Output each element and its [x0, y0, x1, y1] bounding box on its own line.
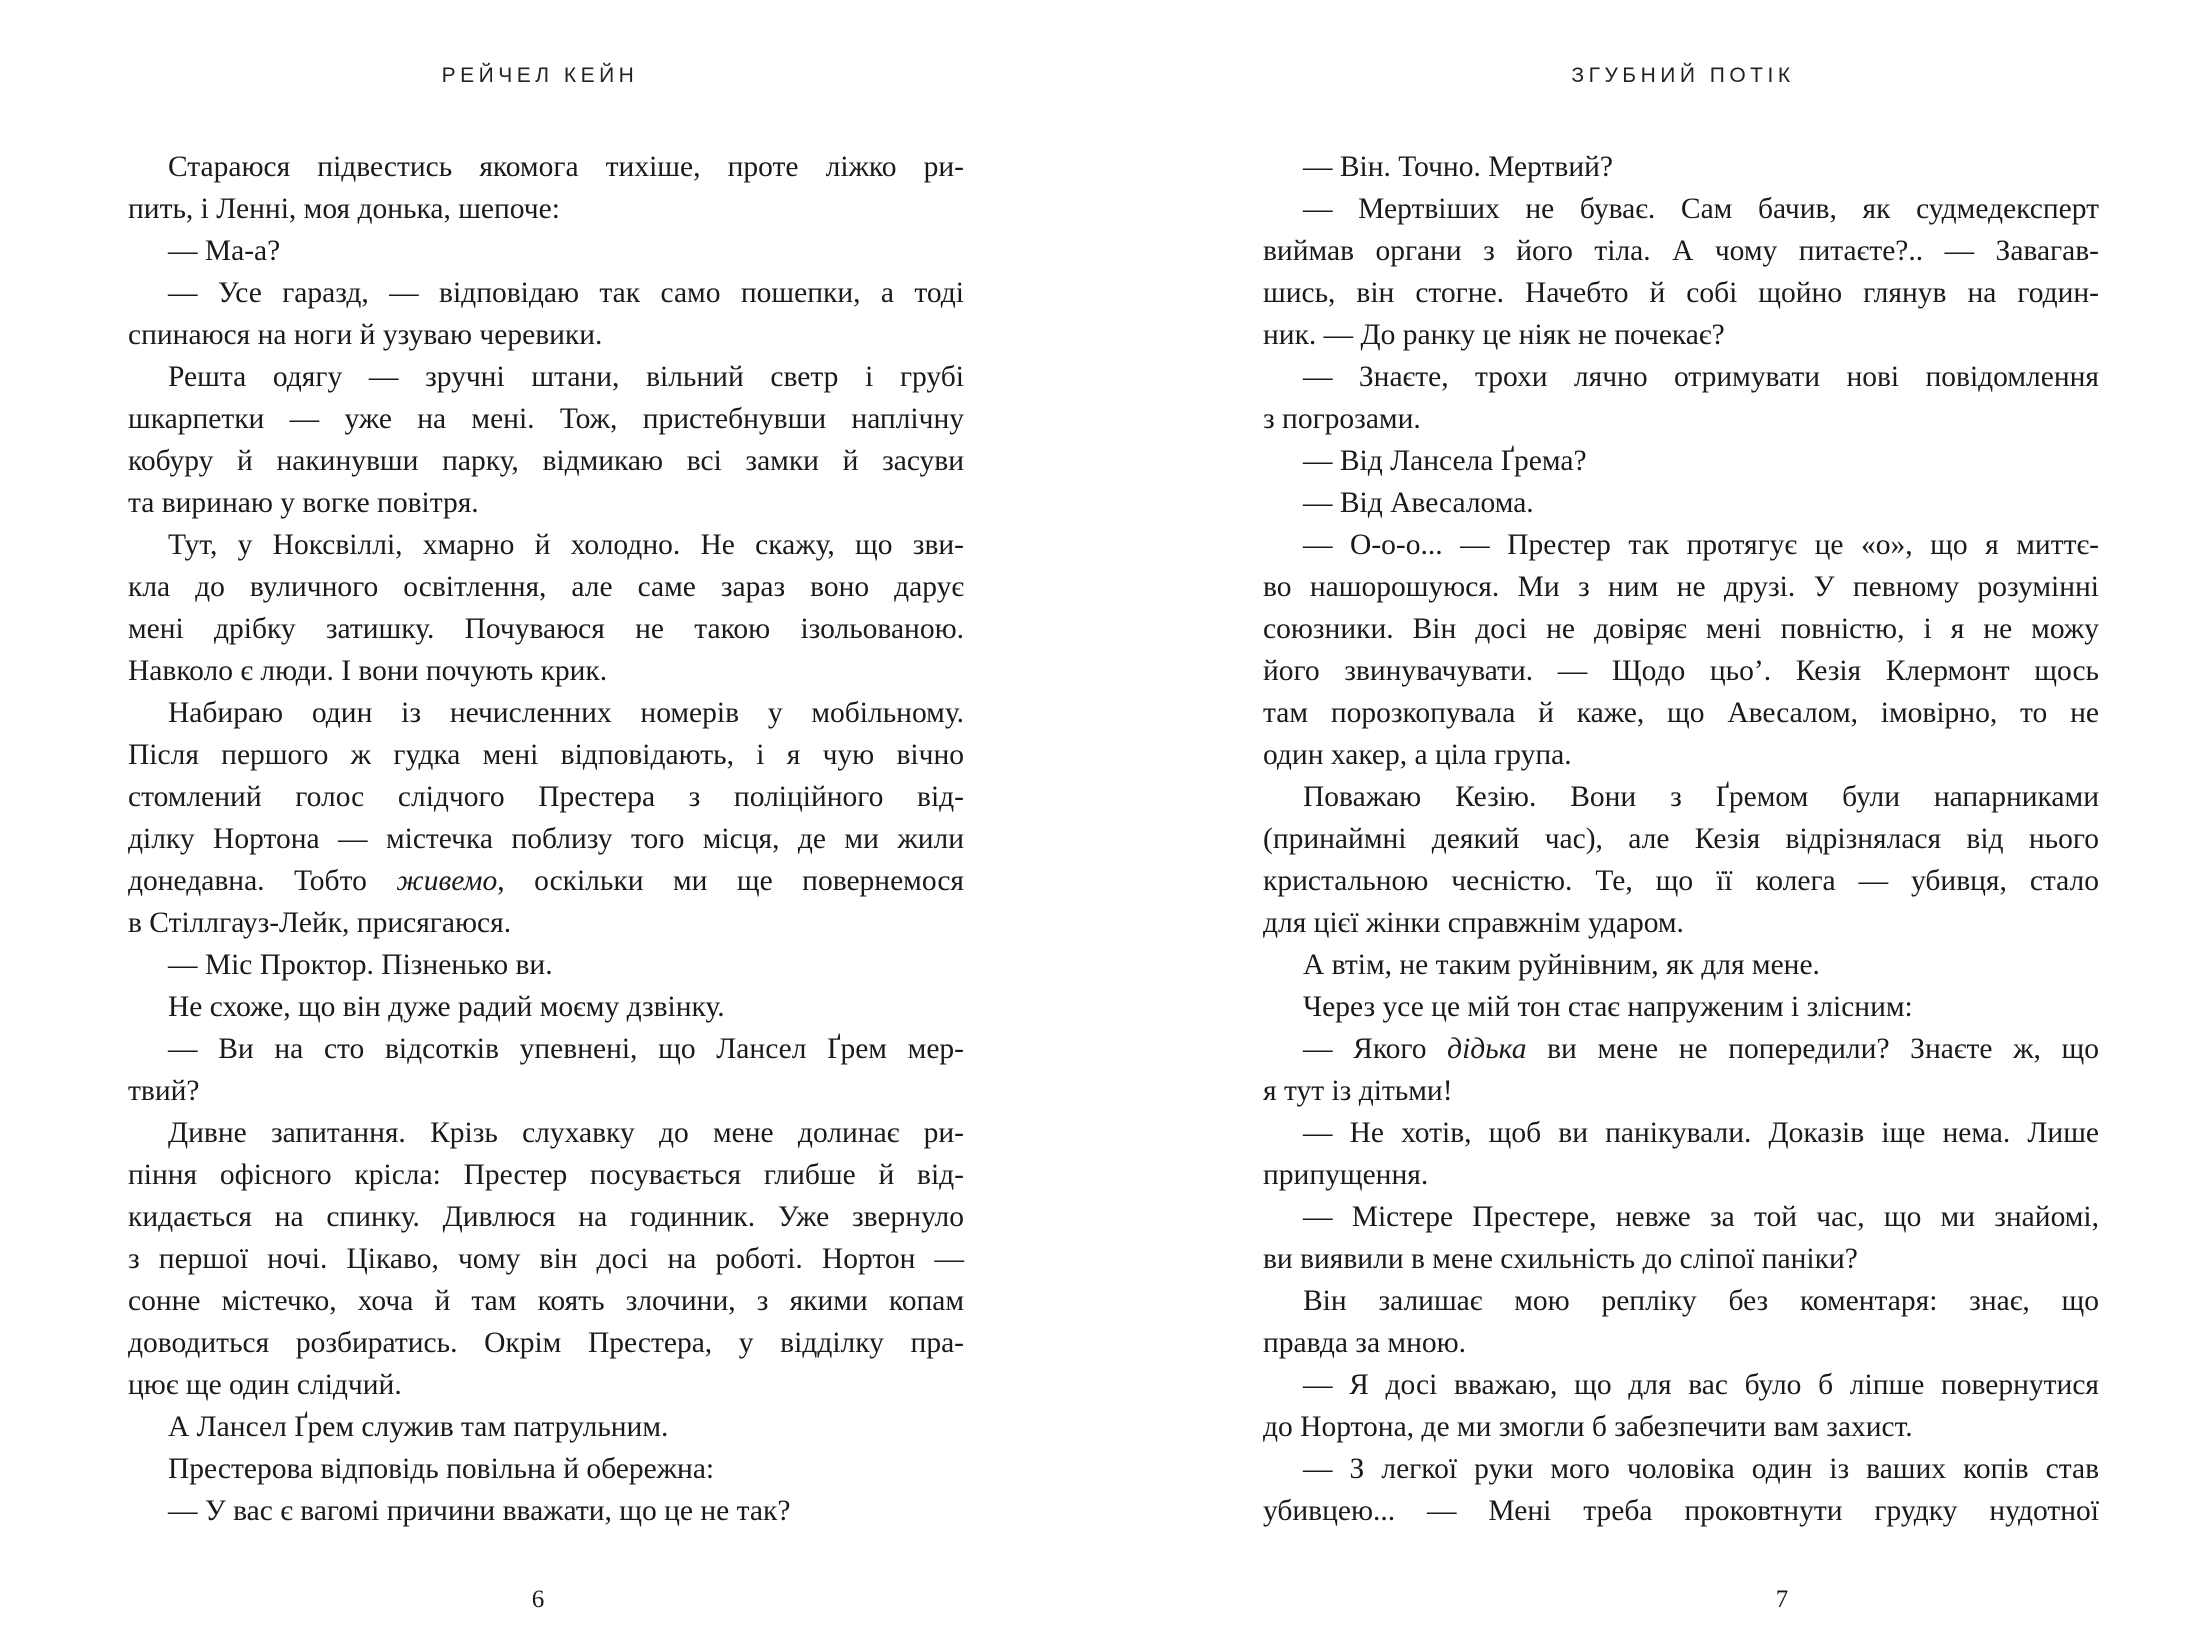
paragraph — [128, 230, 964, 272]
text-line: Після першого ж гудка мені відповідають, і я чую вічно — [128, 739, 964, 771]
paragraph — [1263, 146, 2099, 188]
page-number: 6 — [531, 1586, 545, 1613]
paragraph — [128, 146, 964, 230]
body-text — [128, 146, 964, 1532]
paragraph — [1263, 356, 2099, 440]
text-line: виймав органи з його тіла. А чому питаєте?.. — Завагав- — [1263, 235, 2099, 267]
text-line: його звинувачувати. — Щодо цьо’. Кезія Клермонт щось — [1263, 655, 2099, 687]
page-number: 7 — [1775, 1586, 1789, 1613]
text-line: — Знаєте, трохи лячно отримувати нові повідомлення — [1303, 361, 2099, 393]
text-line: до Нортона, де ми змогли б забезпечити вам захист. — [1263, 1411, 1913, 1443]
paragraph — [1263, 944, 2099, 986]
text-line: Через усе це мій тон стає напруженим і злісним: — [1303, 991, 1913, 1023]
text-line: — Містере Престере, невже за той час, що ми знайомі, — [1303, 1201, 2099, 1233]
text-line — [128, 860, 964, 902]
text-line: твий? — [128, 1075, 200, 1107]
text-run: ви мене не попередили? Знаєте ж, що — [1526, 1033, 2099, 1065]
text-line: — О-о-о... — Престер так протягує це «о», що я миттє- — [1303, 529, 2099, 561]
text-line: стомлений голос слідчого Престера з поліційного від- — [128, 781, 964, 813]
text-line: Набираю один із нечисленних номерів у мобільному. — [168, 697, 964, 729]
paragraph — [128, 692, 964, 944]
text-line: пить, і Ленні, моя донька, шепоче: — [128, 193, 560, 225]
text-line: союзники. Він досі не довіряє мені повністю, і я не можу — [1263, 613, 2099, 645]
paragraph — [128, 944, 964, 986]
text-line: Навколо є люди. І вони почують крик. — [128, 655, 608, 687]
text-line: А втім, не таким руйнівним, як для мене. — [1303, 949, 1820, 981]
paragraph — [1263, 1280, 2099, 1364]
text-line: в Стіллгауз-Лейк, присягаюся. — [128, 907, 512, 939]
text-line: шись, він стогне. Начебто й собі щойно глянув на годин- — [1263, 277, 2099, 309]
text-line: спинаюся на ноги й узуваю черевики. — [128, 319, 603, 351]
text-line: доводиться розбиратись. Окрім Престера, у відділку пра- — [128, 1327, 964, 1359]
text-line: — Ма-а? — [168, 235, 281, 267]
text-run: донедавна. Тобто — [128, 865, 397, 897]
text-line: Поважаю Кезію. Вони з Ґремом були напарниками — [1303, 781, 2099, 813]
text-line: піння офісного крісла: Престер посувається глибше й від- — [128, 1159, 964, 1191]
text-line: кла до вуличного освітлення, але саме зараз воно дарує — [128, 571, 964, 603]
paragraph — [128, 1028, 964, 1112]
text-line: Тут, у Ноксвіллі, хмарно й холодно. Не скажу, що зви- — [168, 529, 964, 561]
text-line: убивцею... — Мені треба проковтнути грудку нудотної — [1263, 1495, 2099, 1527]
paragraph — [1263, 1448, 2099, 1532]
text-line: — Мертвіших не буває. Сам бачив, як судмедексперт — [1303, 193, 2099, 225]
body-text — [1263, 146, 2099, 1532]
text-line: кидається на спинку. Дивлюся на годинник. Уже звернуло — [128, 1201, 964, 1233]
text-line: Він залишає мою репліку без коментаря: знає, що — [1303, 1285, 2099, 1317]
text-line: — З легкої руки мого чоловіка один із ваших копів став — [1303, 1453, 2099, 1485]
text-line: мені дрібку затишку. Почуваюся не такою ізольованою. — [128, 613, 964, 645]
paragraph — [1263, 524, 2099, 776]
text-line: — Усе гаразд, — відповідаю так само пошепки, а тоді — [168, 277, 964, 309]
text-line: там порозкопувала й каже, що Авесалом, імовірно, то не — [1263, 697, 2099, 729]
paragraph — [1263, 1364, 2099, 1448]
paragraph — [128, 1112, 964, 1406]
text-line: з першої ночі. Цікаво, чому він досі на роботі. Нортон — — [128, 1243, 964, 1275]
text-line: — Він. Точно. Мертвий? — [1303, 151, 1613, 183]
paragraph — [1263, 482, 2099, 524]
paragraph — [1263, 776, 2099, 944]
text-line: во нашорошуюся. Ми з ним не друзі. У певному розумінні — [1263, 571, 2099, 603]
text-line: кобуру й накинувши парку, відмикаю всі замки й засуви — [128, 445, 964, 477]
text-line: Решта одягу — зручні штани, вільний светр і грубі — [168, 361, 964, 393]
text-run: — Якого — [1303, 1033, 1448, 1065]
text-line: кристальною чесністю. Те, що її колега — убивця, стало — [1263, 865, 2099, 897]
paragraph — [1263, 1028, 2099, 1112]
text-line: — Я досі вважаю, що для вас було б ліпше повернутися — [1303, 1369, 2099, 1401]
paragraph — [128, 1448, 964, 1490]
paragraph — [1263, 1112, 2099, 1196]
text-line: — Не хотів, щоб ви панікували. Доказів іще нема. Лише — [1303, 1117, 2099, 1149]
text-line: — Міс Проктор. Пізненько ви. — [168, 949, 553, 981]
right-page — [1100, 0, 2200, 1650]
text-line: сонне містечко, хоча й там коять злочини, з якими копам — [128, 1285, 964, 1317]
text-line: правда за мною. — [1263, 1327, 1467, 1359]
text-line: та виринаю у вогке повітря. — [128, 487, 479, 519]
text-line: Дивне запитання. Крізь слухавку до мене долинає ри- — [168, 1117, 964, 1149]
text-line: — У вас є вагомі причини вважати, що це не так? — [168, 1495, 791, 1527]
text-line: Престерова відповідь повільна й обережна: — [168, 1453, 715, 1485]
running-head-title: ЗГУБНИЙ ПОТІК — [1571, 64, 1795, 87]
text-line: припущення. — [1263, 1159, 1429, 1191]
text-line: один хакер, а ціла група. — [1263, 739, 1572, 771]
text-line: — Від Авесалома. — [1303, 487, 1534, 519]
italic-emphasis: дідька — [1447, 1033, 1527, 1065]
paragraph — [128, 1490, 964, 1532]
text-line: — Ви на сто відсотків упевнені, що Лансел Ґрем мер- — [168, 1033, 964, 1065]
text-line: цює ще один слідчий. — [128, 1369, 402, 1401]
paragraph — [1263, 986, 2099, 1028]
text-line: Стараюся підвестись якомога тихіше, проте ліжко ри- — [168, 151, 964, 183]
paragraph — [128, 524, 964, 692]
text-line: шкарпетки — уже на мені. Тож, пристебнувши наплічну — [128, 403, 964, 435]
text-line: А Лансел Ґрем служив там патрульним. — [168, 1411, 669, 1443]
paragraph — [128, 986, 964, 1028]
text-line — [1263, 1028, 2099, 1070]
text-line: ділку Нортона — містечка поблизу того місця, де ми жили — [128, 823, 964, 855]
paragraph — [1263, 188, 2099, 356]
paragraph — [128, 272, 964, 356]
text-line: ви виявили в мене схильність до сліпої паніки? — [1263, 1243, 1858, 1275]
paragraph — [1263, 440, 2099, 482]
running-head-author: РЕЙЧЕЛ КЕЙН — [441, 64, 639, 87]
text-run: , оскільки ми ще повернемося — [497, 865, 964, 897]
paragraph — [128, 356, 964, 524]
paragraph — [128, 1406, 964, 1448]
italic-emphasis: живемо — [396, 865, 498, 897]
text-line: я тут із дітьми! — [1263, 1075, 1453, 1107]
text-line: Не схоже, що він дуже радий моєму дзвінку. — [168, 991, 725, 1023]
text-line: — Від Лансела Ґрема? — [1303, 445, 1587, 477]
text-line: для цієї жінки справжнім ударом. — [1263, 907, 1684, 939]
paragraph — [1263, 1196, 2099, 1280]
text-line: з погрозами. — [1263, 403, 1421, 435]
text-line: ник. — До ранку це ніяк не почекає? — [1263, 319, 1725, 351]
text-line: (принаймні деякий час), але Кезія відрізнялася від нього — [1263, 823, 2099, 855]
